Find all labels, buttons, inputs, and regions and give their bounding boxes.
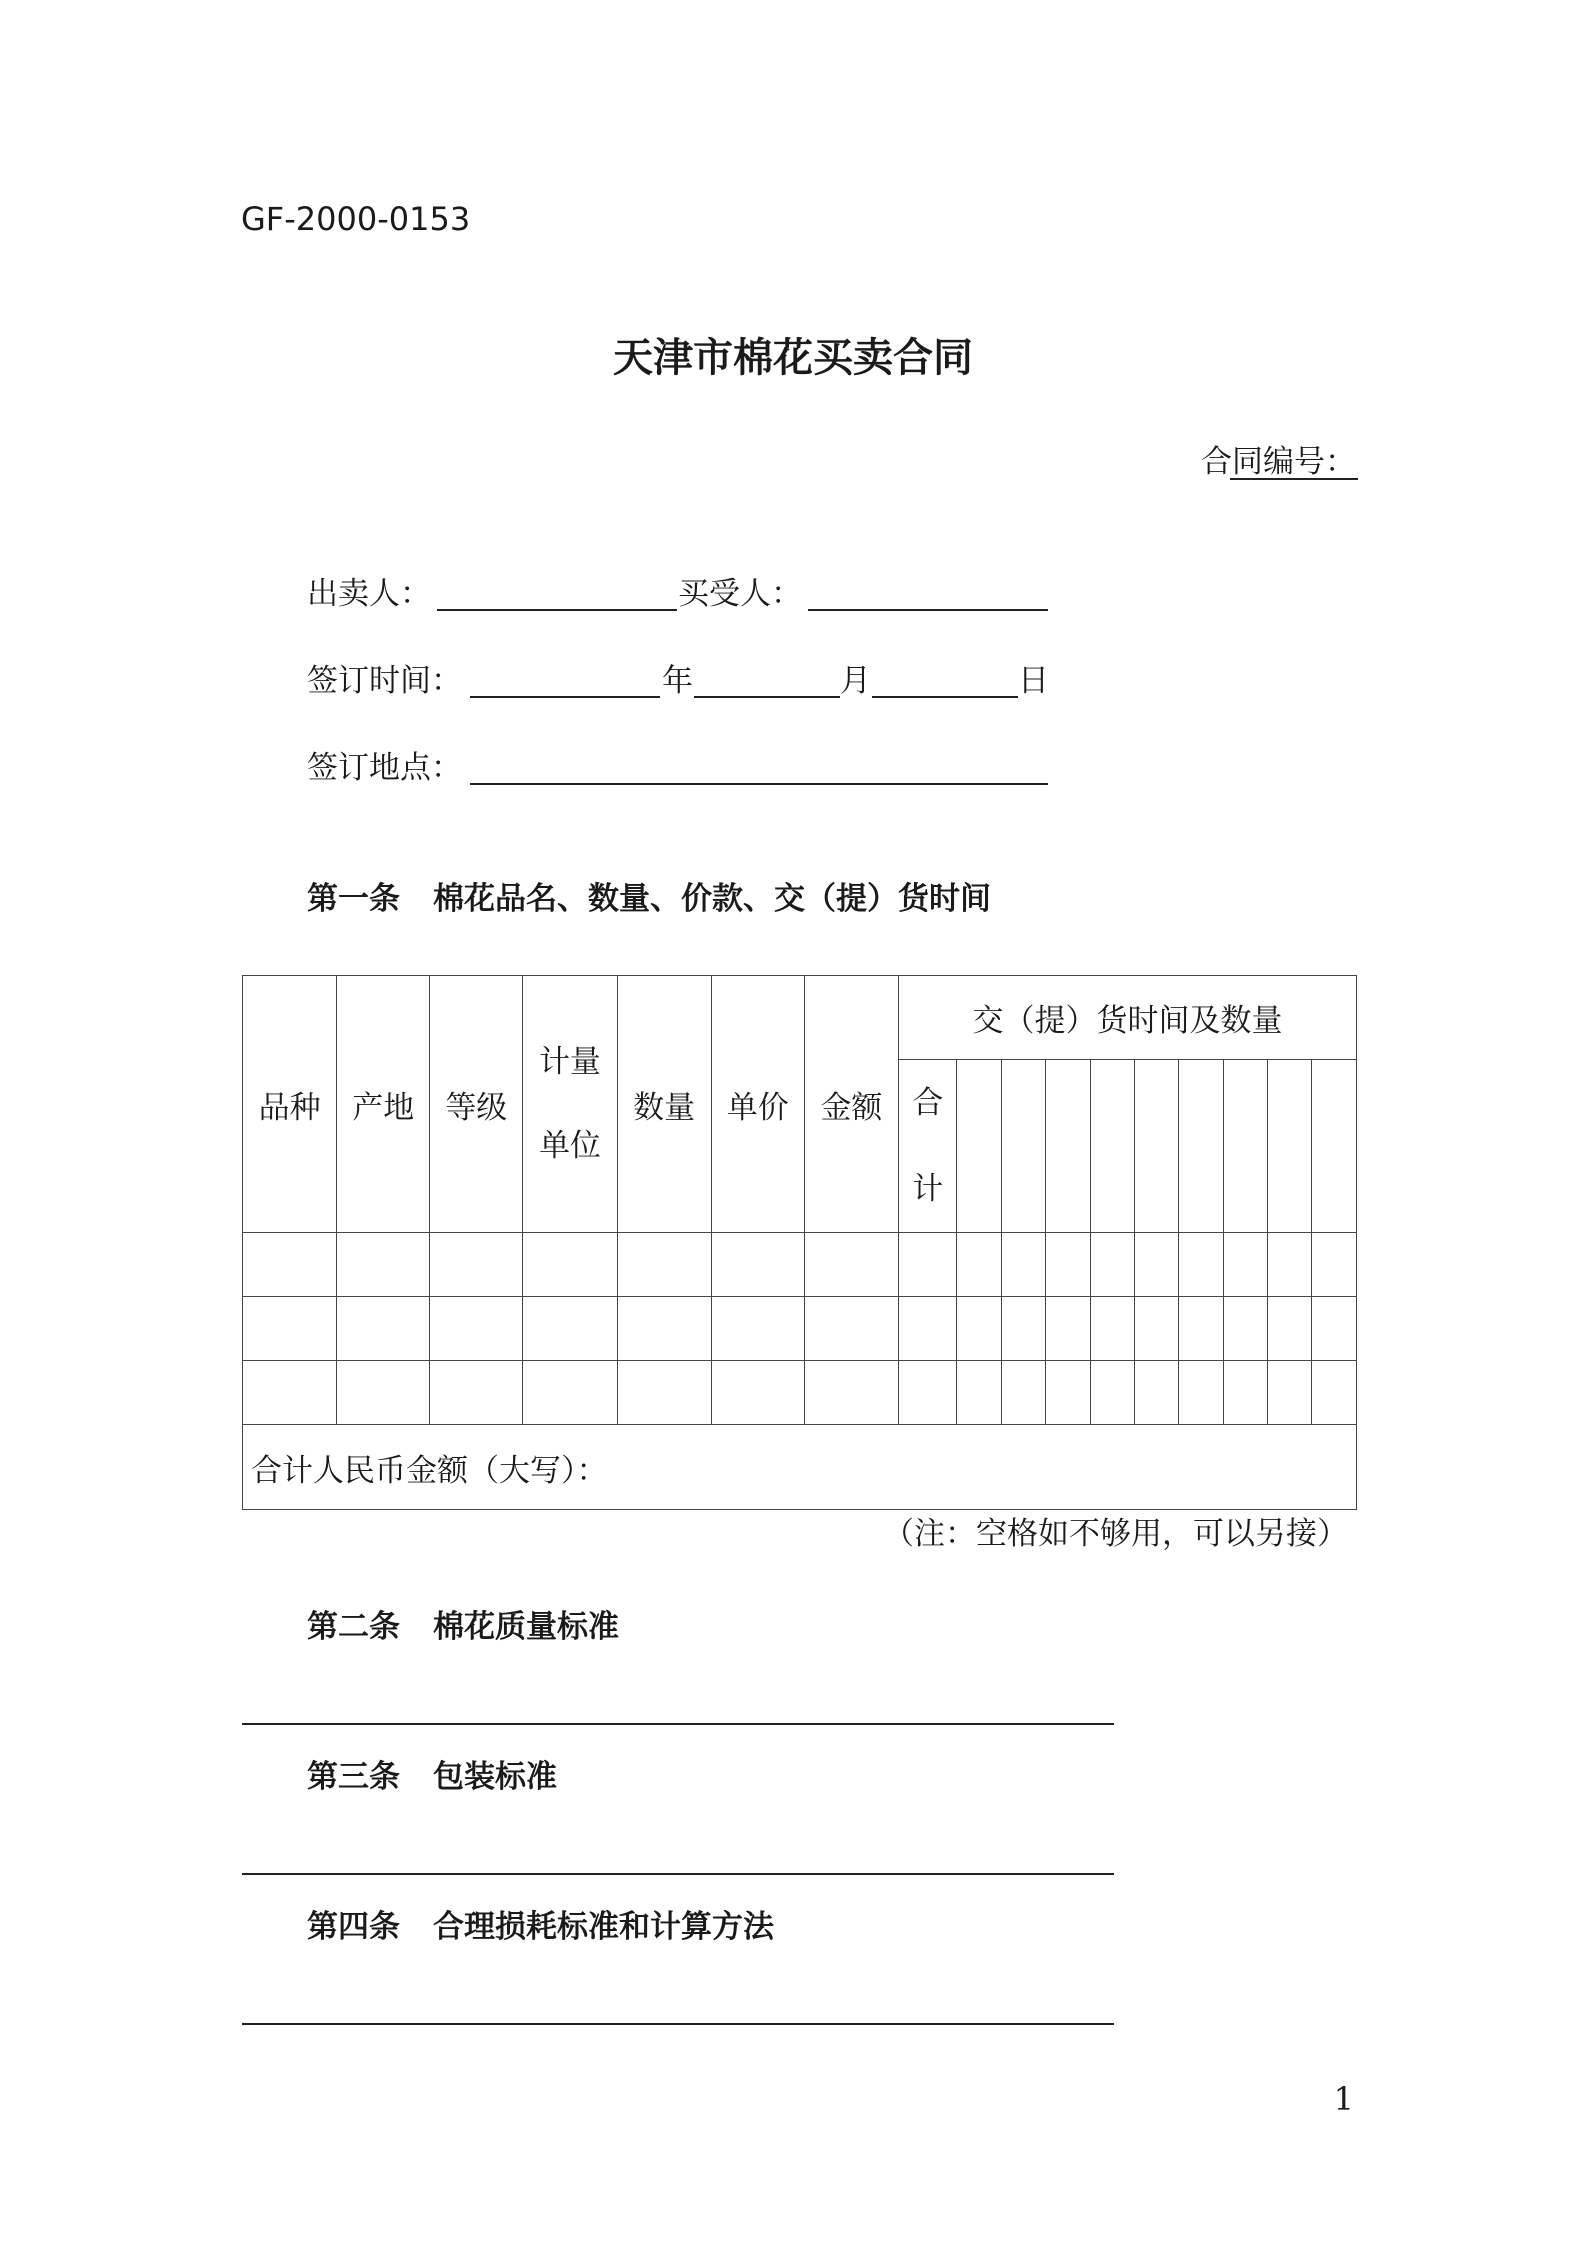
table-cell[interactable] [898,1233,956,1297]
table-cell[interactable] [804,1233,898,1297]
table-cell[interactable] [430,1233,523,1297]
header-total-line2: 计 [912,1171,944,1207]
table-cell[interactable] [1046,1361,1090,1425]
delivery-col-4 [1090,1060,1134,1233]
table-cell[interactable] [1268,1233,1312,1297]
article-4-heading [307,1901,774,1946]
header-unit-line2: 单位 [538,1128,601,1164]
article-4-field[interactable] [242,2023,1114,2025]
table-cell[interactable] [1090,1233,1134,1297]
header-amount: 金额 [804,976,898,1233]
article-2-field[interactable] [242,1723,1114,1725]
total-amount-label: 合计人民币金额（大写）： [251,1452,608,1489]
table-cell[interactable] [804,1297,898,1361]
header-origin: 产地 [337,976,430,1233]
day-label: 日 [1018,663,1049,699]
seller-field[interactable] [437,609,677,611]
table-cell[interactable] [957,1233,1001,1297]
month-label: 月 [840,663,871,699]
document-title: 天津市棉花买卖合同 [613,335,973,381]
table-cell[interactable] [617,1361,711,1425]
table-cell[interactable] [337,1233,430,1297]
table-cell[interactable] [957,1297,1001,1361]
table-cell[interactable] [1090,1297,1134,1361]
delivery-col-6 [1179,1060,1223,1233]
table-cell[interactable] [1001,1233,1045,1297]
seller-label: 出卖人： [307,576,431,612]
delivery-col-3 [1046,1060,1090,1233]
form-code: GF-2000-0153 [241,200,471,238]
table-cell[interactable] [243,1233,337,1297]
header-unit [523,976,617,1233]
table-cell[interactable] [1179,1361,1223,1425]
table-cell[interactable] [898,1361,956,1425]
table-row [243,1233,1357,1297]
table-cell[interactable] [1312,1233,1357,1297]
table-row [243,1297,1357,1361]
article-4-number: 第四条 [307,1909,400,1945]
contract-number-field[interactable] [1230,478,1358,480]
header-grade: 等级 [430,976,523,1233]
header-unit-price: 单价 [711,976,804,1233]
article-1-number: 第一条 [307,881,400,917]
header-quantity: 数量 [617,976,711,1233]
delivery-col-2 [1001,1060,1045,1233]
table-cell[interactable] [1312,1361,1357,1425]
header-total-line1: 合 [912,1085,944,1121]
header-delivery-schedule: 交（提）货时间及数量 [898,976,1356,1060]
article-2-title: 棉花质量标准 [433,1609,619,1645]
article-1-title: 棉花品名、数量、价款、交（提）货时间 [433,881,991,917]
article-4-title: 合理损耗标准和计算方法 [433,1909,774,1945]
delivery-col-8 [1268,1060,1312,1233]
table-cell[interactable] [1134,1233,1178,1297]
table-cell[interactable] [1223,1297,1267,1361]
sign-day-field[interactable] [872,696,1018,698]
sign-year-field[interactable] [470,696,660,698]
delivery-col-1 [957,1060,1001,1233]
table-cell[interactable] [1312,1297,1357,1361]
table-cell[interactable] [523,1361,617,1425]
table-cell[interactable] [523,1297,617,1361]
table-cell[interactable] [243,1361,337,1425]
table-cell[interactable] [430,1361,523,1425]
delivery-col-7 [1223,1060,1267,1233]
table-cell[interactable] [1134,1297,1178,1361]
page-number: 1 [1333,2080,1354,2118]
article-1-heading [307,873,991,918]
table-cell[interactable] [804,1361,898,1425]
article-3-heading [307,1751,557,1796]
article-2-heading [307,1601,619,1646]
table-cell[interactable] [1179,1297,1223,1361]
table-cell[interactable] [1223,1233,1267,1297]
table-cell[interactable] [1223,1361,1267,1425]
delivery-col-9 [1312,1060,1357,1233]
table-cell[interactable] [957,1361,1001,1425]
table-cell[interactable] [430,1297,523,1361]
table-cell[interactable] [243,1297,337,1361]
sign-month-field[interactable] [694,696,840,698]
table-note: （注：空格如不够用，可以另接） [883,1516,1348,1552]
article-3-title: 包装标准 [433,1759,557,1795]
header-unit-line1: 计量 [538,1044,601,1080]
table-cell[interactable] [337,1297,430,1361]
table-cell[interactable] [1268,1297,1312,1361]
table-cell[interactable] [1001,1297,1045,1361]
delivery-col-5 [1134,1060,1178,1233]
table-cell[interactable] [617,1297,711,1361]
sign-time-label: 签订时间： [307,663,462,699]
table-cell[interactable] [711,1361,804,1425]
table-cell[interactable] [1046,1233,1090,1297]
contract-number-label: 合同编号： [1201,444,1356,480]
table-cell[interactable] [1001,1361,1045,1425]
table-cell[interactable] [523,1233,617,1297]
goods-table [242,975,1357,1507]
total-amount-row[interactable] [243,1425,1357,1510]
year-label: 年 [662,663,693,699]
buyer-label: 买受人： [678,576,802,612]
table-cell[interactable] [1268,1361,1312,1425]
table-cell[interactable] [711,1233,804,1297]
article-3-field[interactable] [242,1873,1114,1875]
sign-place-field[interactable] [470,783,1048,785]
table-cell[interactable] [1090,1361,1134,1425]
article-2-number: 第二条 [307,1609,400,1645]
table-cell[interactable] [711,1297,804,1361]
table-cell[interactable] [898,1297,956,1361]
article-3-number: 第三条 [307,1759,400,1795]
header-variety: 品种 [243,976,337,1233]
table-cell[interactable] [337,1361,430,1425]
table-cell[interactable] [617,1233,711,1297]
header-total [898,1060,956,1233]
table-cell[interactable] [1046,1297,1090,1361]
buyer-field[interactable] [808,609,1048,611]
sign-place-label: 签订地点： [307,750,462,786]
table-cell[interactable] [1179,1233,1223,1297]
table-cell[interactable] [1134,1361,1178,1425]
table-row [243,1361,1357,1425]
